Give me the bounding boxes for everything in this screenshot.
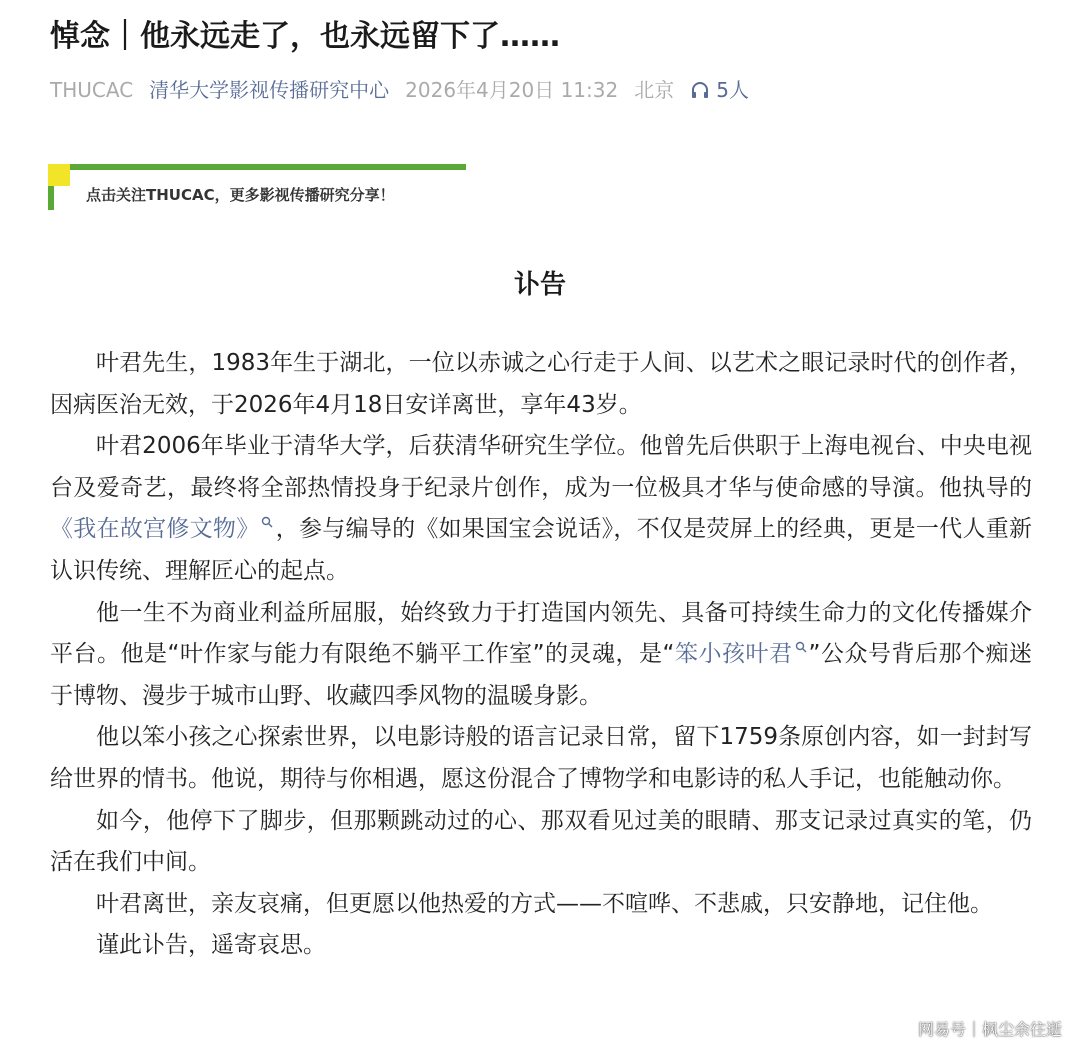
paragraph-2-before: 叶君2006年毕业于清华大学，后获清华研究生学位。他曾先后供职于上海电视台、中央电视台及爱奇艺，最终将全部热情投身于纪录片创作，成为一位极具才华与使命感的导演。他执导的 [50, 433, 1032, 501]
search-icon[interactable] [795, 641, 807, 653]
follow-banner[interactable] [48, 164, 466, 212]
film-link-forbidden-city[interactable]: 《我在故宫修文物》 [50, 516, 260, 543]
paragraph-1: 叶君先生，1983年生于湖北，一位以赤诚之心行走于人间、以艺术之眼记录时代的创作者，因病医治无效，于2026年4月18日安详离世，享年43岁。 [50, 350, 1032, 418]
banner-yellow-block [48, 164, 70, 186]
paragraph-3-before: 他一生不为商业利益所屈服，始终致力于打造国内领先、具备可持续生命力的文化传播媒介平台。他是“叶作家与能力有限绝不躺平工作室”的灵魂，是“ [50, 599, 1032, 668]
banner-left-bar [48, 186, 54, 210]
watermark: 网易号｜枫尘余往逝 [917, 1020, 1062, 1039]
paragraph-2 [50, 426, 1032, 592]
notice-heading: 讣告 [513, 270, 566, 300]
headphones-icon [690, 80, 710, 100]
article-title: 悼念｜他永远走了，也永远留下了…… [50, 19, 560, 54]
notice-body [50, 343, 1032, 967]
banner-top-bar [48, 164, 466, 170]
paragraph-4: 他以笨小孩之心探索世界，以电影诗般的语言记录日常，留下1759条原创内容，如一封封写给世界的情书。他说，期待与你相遇，愿这份混合了博物学和电影诗的私人手记，也能触动你。 [50, 724, 1032, 792]
paragraph-3-after: ”公众号背后那个痴迷于博物、漫步于城市山野、收藏四季风物的温暖身影。 [50, 641, 1033, 709]
listen-button[interactable] [690, 72, 749, 108]
article-meta [50, 72, 749, 108]
author-link[interactable]: 清华大学影视传播研究中心 [149, 78, 390, 102]
paragraph-3 [50, 593, 1032, 718]
paragraph-5: 如今，他停下了脚步，但那颗跳动过的心、那双看见过美的眼睛、那支记录过真实的笔，仍活在我们中间。 [50, 807, 1032, 876]
search-icon[interactable] [261, 516, 273, 528]
publish-date: 2026年4月20日 11:32 [405, 78, 619, 102]
paragraph-6: 叶君离世，亲友哀痛，但更愿以他热爱的方式——不喧哗、不悲戚，只安静地，记住他。 [96, 890, 993, 917]
paragraph-7: 谨此讣告，遥寄哀思。 [96, 932, 326, 959]
account-link-benxiaohai[interactable]: 笨小孩叶君 [674, 641, 793, 668]
banner-text: 点击关注THUCAC，更多影视传播研究分享！ [86, 186, 395, 204]
publish-location: 北京 [634, 78, 675, 102]
source-name: THUCAC [50, 78, 134, 102]
listen-count: 5人 [716, 78, 749, 102]
paragraph-2-after: ，参与编导的《如果国宝会说话》，不仅是荧屏上的经典，更是一代人重新认识传统、理解匠心的起点。 [50, 516, 1033, 584]
